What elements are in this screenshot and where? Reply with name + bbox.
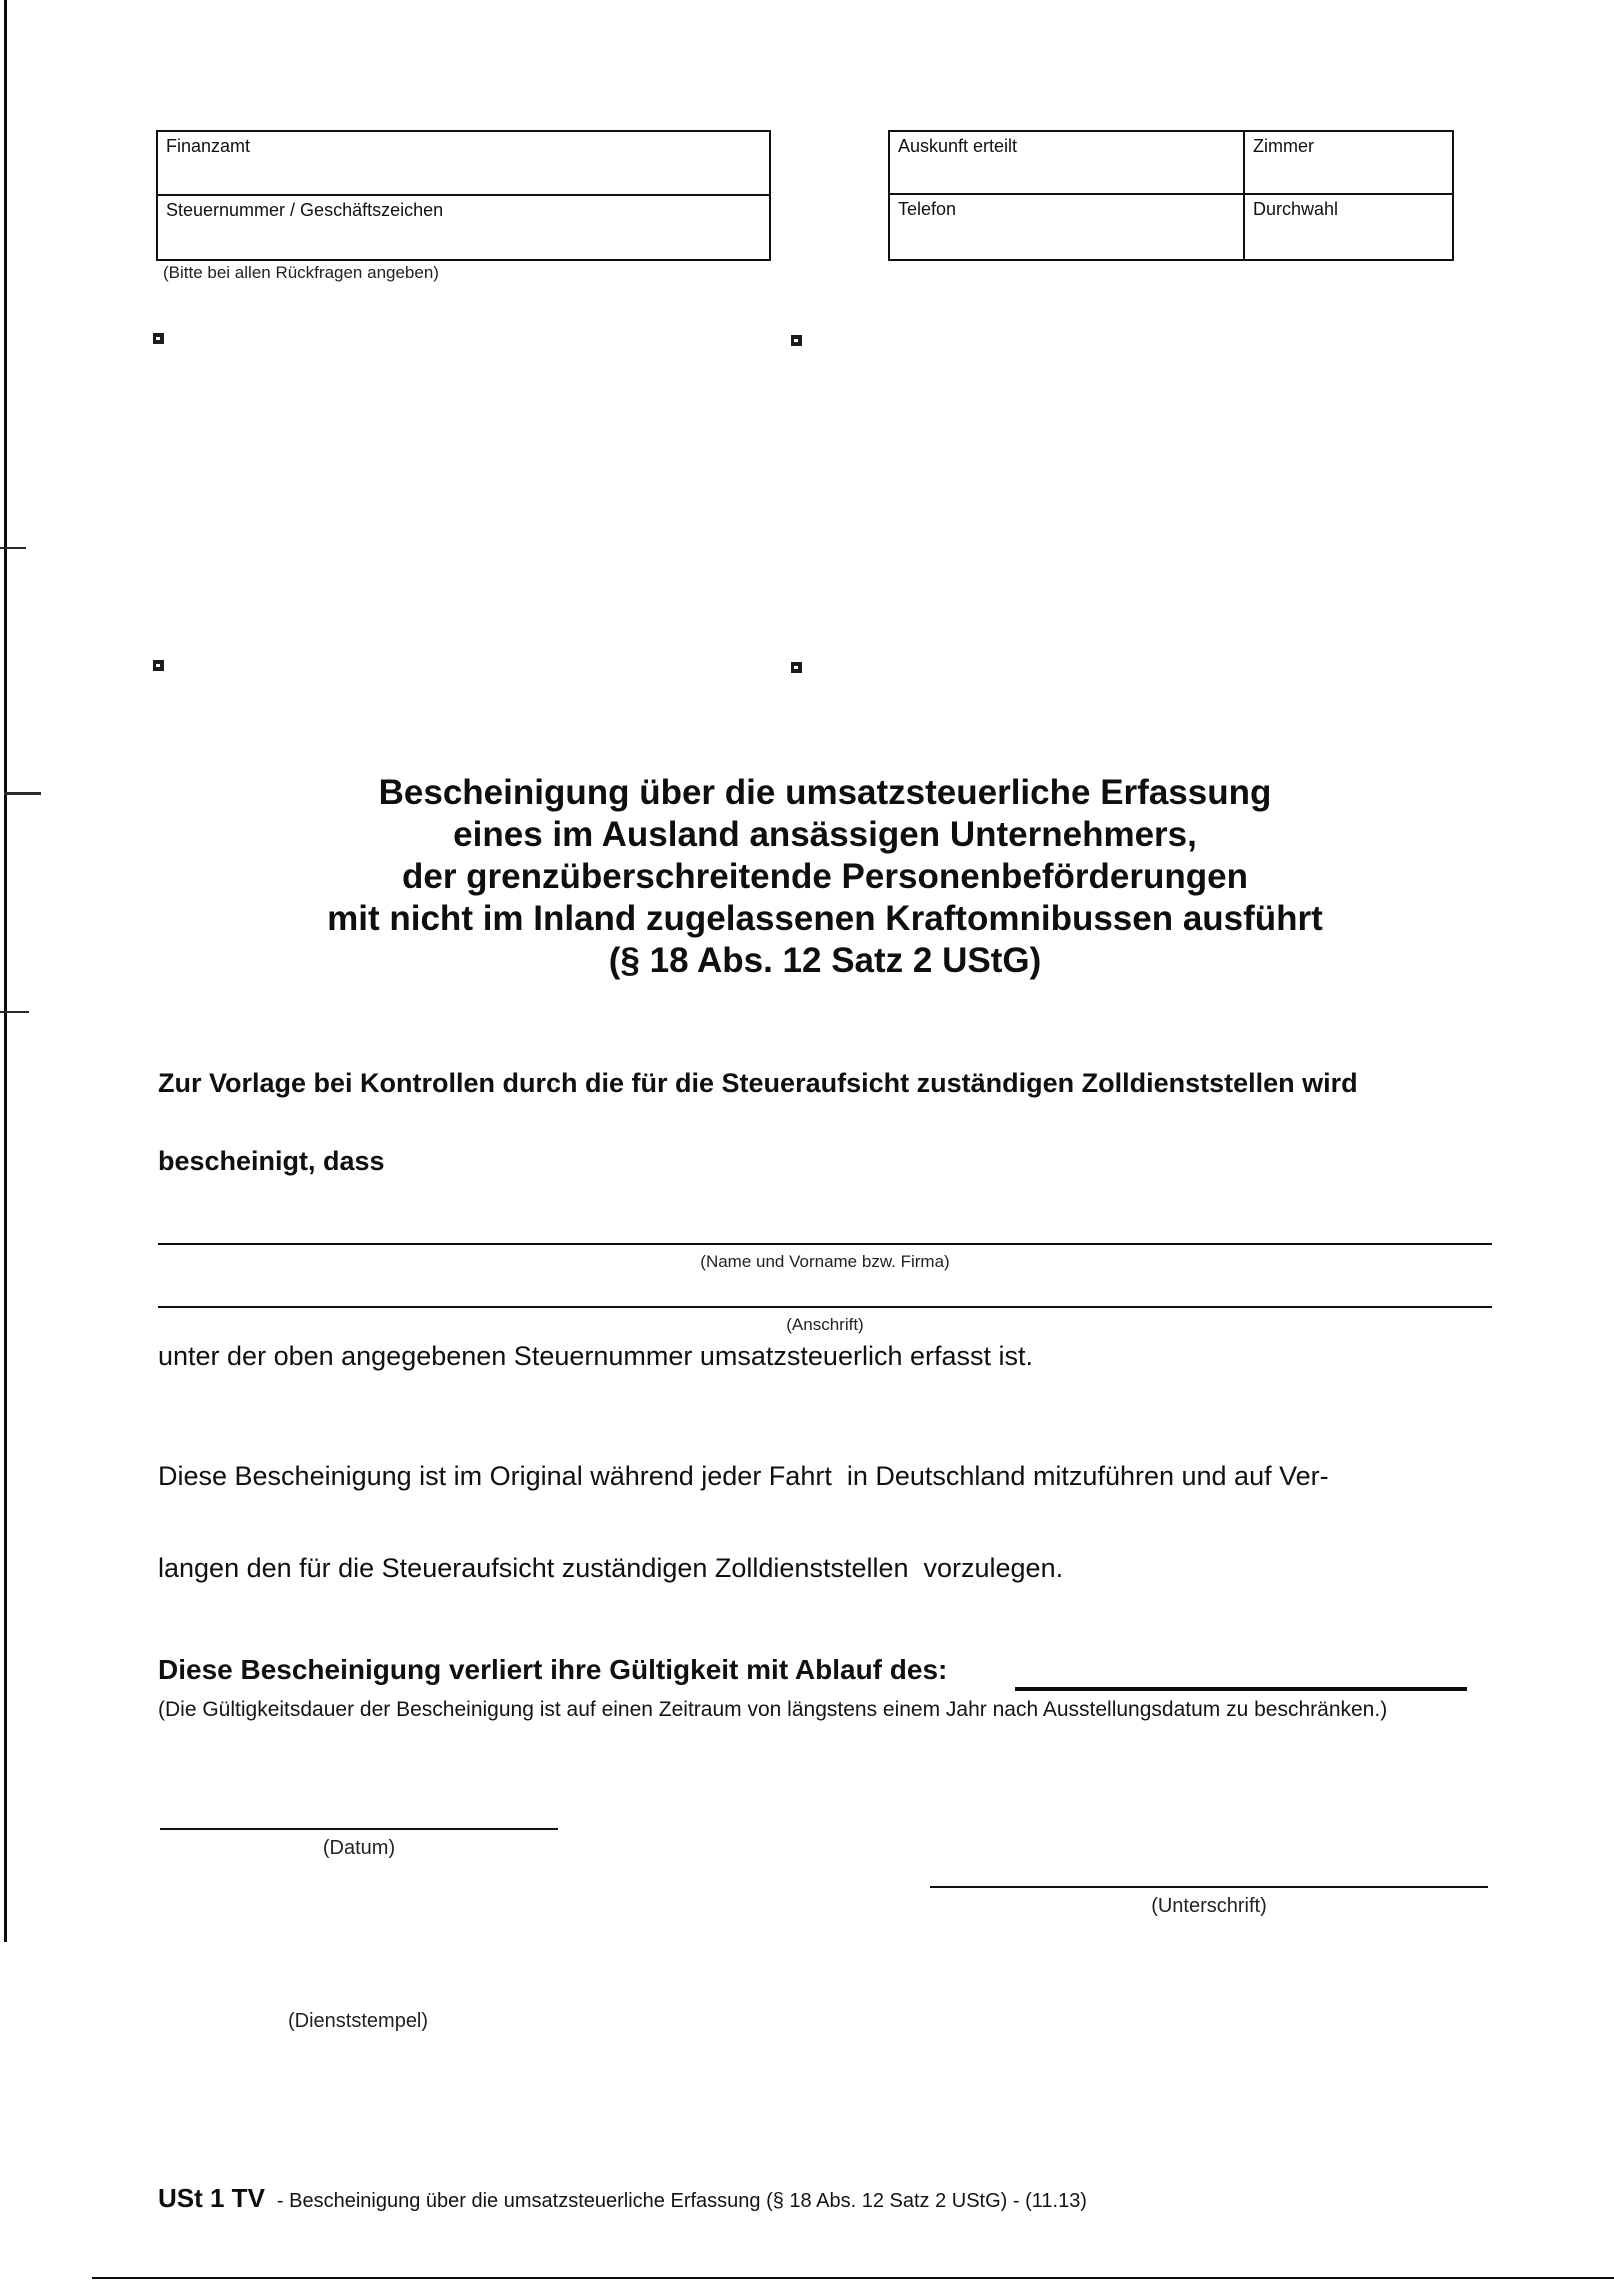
page-left-edge-line [4, 0, 7, 1942]
telefon-label: Telefon [898, 199, 957, 219]
zimmer-field[interactable] [1243, 132, 1452, 193]
form-title-line: der grenzüberschreitende Personenbeförderungen [401, 857, 1248, 896]
contact-box [888, 130, 1454, 261]
finanzamt-label: Finanzamt [166, 136, 251, 156]
intro-text-line1: Zur Vorlage bei Kontrollen durch die für die Steueraufsicht zuständigen Zolldienststellen wird [158, 1068, 1358, 1098]
registration-mark [153, 333, 164, 344]
zimmer-label: Zimmer [1253, 136, 1314, 156]
registered-text: unter der oben angegebenen Steuernummer umsatzsteuerlich erfasst ist. [158, 1341, 1033, 1371]
telefon-field[interactable] [890, 193, 1243, 259]
signature-caption: (Unterschrift) [1151, 1895, 1267, 1917]
finanzamt-field[interactable] [158, 132, 769, 194]
validity-label: Diese Bescheinigung verliert ihre Gültigkeit mit Ablauf des: [158, 1654, 948, 1685]
validity-note: (Die Gültigkeitsdauer der Bescheinigung ist auf einen Zeitraum von längstens einem Jahr nach Ausstellungsdatum zu beschränken.) [158, 1698, 1388, 1721]
address-input-line[interactable] [158, 1306, 1492, 1308]
durchwahl-field[interactable] [1243, 193, 1452, 259]
intro-text-line2: bescheinigt, dass [158, 1146, 385, 1176]
form-title-line: Bescheinigung über die umsatzsteuerliche Erfassung [378, 773, 1272, 812]
auskunft-erteilt-label: Auskunft erteilt [898, 136, 1018, 156]
name-input-line[interactable] [158, 1243, 1492, 1245]
form-title-line: mit nicht im Inland zugelassenen Kraftomnibussen ausführt [327, 899, 1323, 938]
durchwahl-label: Durchwahl [1253, 199, 1339, 219]
date-caption: (Datum) [322, 1837, 396, 1859]
steuernummer-field[interactable] [158, 194, 769, 259]
page-bottom-edge-line [92, 2277, 1614, 2279]
steuernummer-label: Steuernummer / Geschäftszeichen [166, 200, 444, 220]
carry-text-line2: langen den für die Steueraufsicht zuständigen Zolldienststellen vorzulegen. [158, 1553, 1064, 1583]
form-title-line: (§ 18 Abs. 12 Satz 2 UStG) [608, 941, 1042, 980]
name-caption: (Name und Vorname bzw. Firma) [700, 1252, 950, 1271]
registration-mark [791, 662, 802, 673]
registration-mark [791, 335, 802, 346]
fold-mark-top [0, 547, 26, 549]
registration-mark [153, 660, 164, 671]
form-id: USt 1 TV [158, 2183, 265, 2213]
validity-date-input-line[interactable] [1015, 1687, 1467, 1691]
fold-mark-middle [4, 792, 41, 795]
carry-text-line1: Diese Bescheinigung ist im Original während jeder Fahrt in Deutschland mitzuführen und auf Ver- [158, 1461, 1329, 1491]
form-footer-description: - Bescheinigung über die umsatzsteuerliche Erfassung (§ 18 Abs. 12 Satz 2 UStG) - (11.13) [276, 2190, 1087, 2212]
form-title [158, 772, 1492, 982]
stamp-caption: (Dienststempel) [288, 2010, 429, 2032]
auskunft-erteilt-field[interactable] [890, 132, 1243, 193]
finanzamt-box [156, 130, 771, 261]
form-footer [158, 2183, 1087, 2214]
rueckfragen-note: (Bitte bei allen Rückfragen angeben) [163, 263, 439, 282]
address-caption: (Anschrift) [786, 1315, 864, 1334]
form-title-line: eines im Ausland ansässigen Unternehmers, [453, 815, 1197, 854]
fold-mark-bottom [0, 1011, 29, 1013]
signature-input-line[interactable] [930, 1886, 1488, 1888]
date-input-line[interactable] [160, 1828, 558, 1830]
